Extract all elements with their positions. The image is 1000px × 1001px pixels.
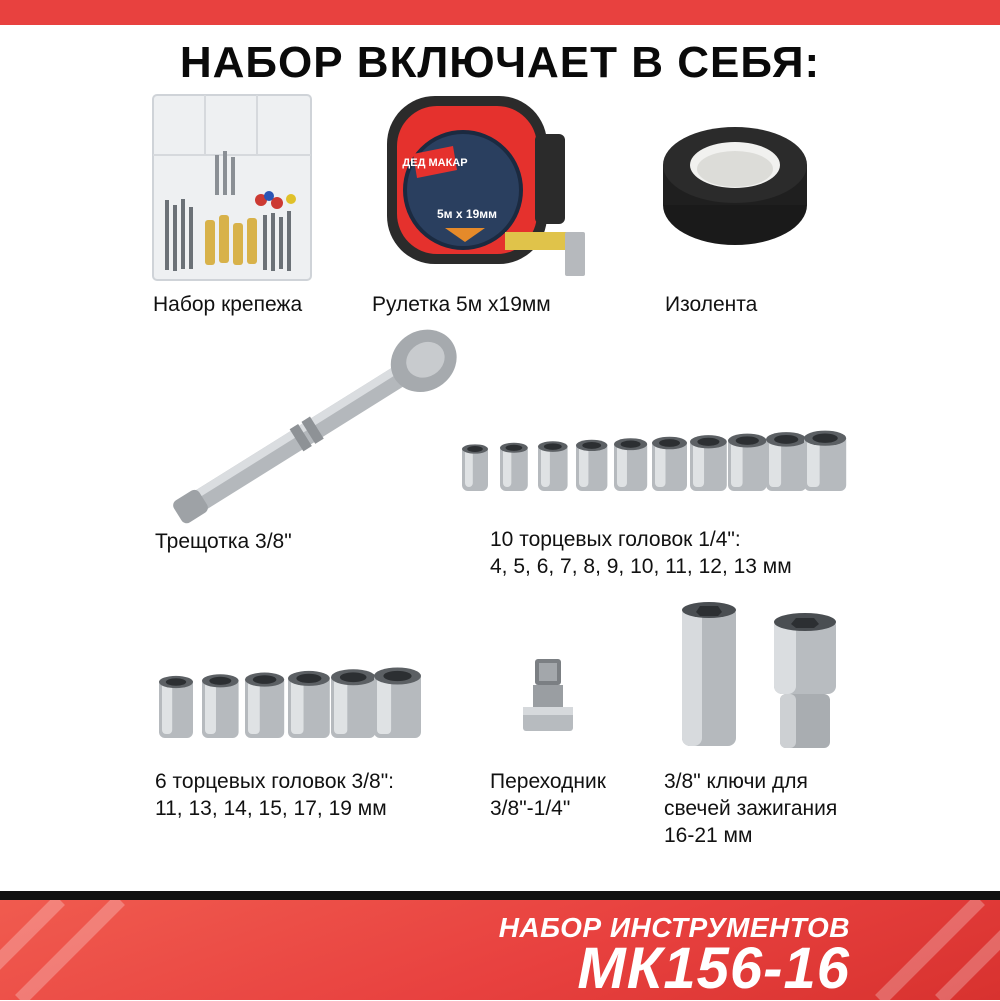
caption-sockets-three-eighths-line1: 6 торцевых головок 3/8": bbox=[155, 770, 394, 793]
socket-icon bbox=[766, 432, 806, 491]
socket-icon bbox=[614, 438, 647, 491]
caption-adapter bbox=[490, 768, 606, 822]
socket-icon bbox=[288, 671, 330, 738]
spark-plug-socket-icon bbox=[670, 598, 850, 758]
socket-icon bbox=[331, 669, 375, 738]
caption-spark-plug-socket-line1: 3/8" ключи для bbox=[664, 770, 808, 793]
caption-adapter-line1: Переходник bbox=[490, 770, 606, 793]
tape-measure-icon bbox=[385, 92, 595, 282]
caption-sockets-three-eighths bbox=[155, 768, 394, 822]
socket-icon bbox=[374, 668, 421, 738]
caption-spark-plug-socket bbox=[664, 768, 837, 849]
socket-icon bbox=[462, 444, 488, 491]
caption-sockets-quarter-line2: 4, 5, 6, 7, 8, 9, 10, 11, 12, 13 мм bbox=[490, 555, 792, 578]
caption-fastener-set: Набор крепежа bbox=[153, 293, 303, 316]
socket-icon bbox=[159, 676, 193, 738]
tape-measure-size: 5м х 19мм bbox=[437, 207, 497, 221]
tape-measure-brand: ДЕД МАКАР bbox=[402, 157, 468, 169]
footer-divider bbox=[0, 891, 1000, 900]
insulating-tape-icon bbox=[655, 125, 815, 245]
caption-ratchet: Трещотка 3/8" bbox=[155, 530, 292, 553]
socket-icon bbox=[202, 674, 239, 738]
caption-spark-plug-socket-line3: 16-21 мм bbox=[664, 824, 753, 847]
adapter-icon bbox=[515, 655, 585, 735]
caption-insulating-tape: Изолента bbox=[665, 293, 758, 316]
sockets-three-eighths-icon bbox=[155, 662, 430, 742]
caption-sockets-quarter bbox=[490, 526, 792, 580]
caption-sockets-three-eighths-line2: 11, 13, 14, 15, 17, 19 мм bbox=[155, 797, 387, 820]
footer-model: МК156-16 bbox=[577, 936, 850, 1001]
page-title: НАБОР ВКЛЮЧАЕТ В СЕБЯ: bbox=[179, 38, 821, 87]
socket-icon bbox=[245, 673, 284, 738]
caption-spark-plug-socket-line2: свечей зажигания bbox=[664, 797, 838, 820]
socket-icon bbox=[728, 434, 767, 491]
socket-icon bbox=[652, 437, 687, 491]
caption-sockets-quarter-line1: 10 торцевых головок 1/4": bbox=[490, 528, 741, 551]
ratchet-icon bbox=[155, 350, 465, 520]
caption-adapter-line2: 3/8"-1/4" bbox=[490, 797, 571, 820]
top-red-band bbox=[0, 0, 1000, 25]
sockets-quarter-icon bbox=[458, 425, 843, 495]
socket-icon bbox=[576, 440, 607, 491]
fastener-set-icon bbox=[153, 95, 311, 280]
socket-icon bbox=[690, 435, 727, 491]
socket-icon bbox=[500, 443, 528, 491]
caption-tape-measure: Рулетка 5м х19мм bbox=[372, 293, 551, 316]
footer-subtitle: НАБОР ИНСТРУМЕНТОВ bbox=[498, 912, 850, 943]
socket-icon bbox=[804, 431, 846, 491]
socket-icon bbox=[538, 441, 568, 491]
